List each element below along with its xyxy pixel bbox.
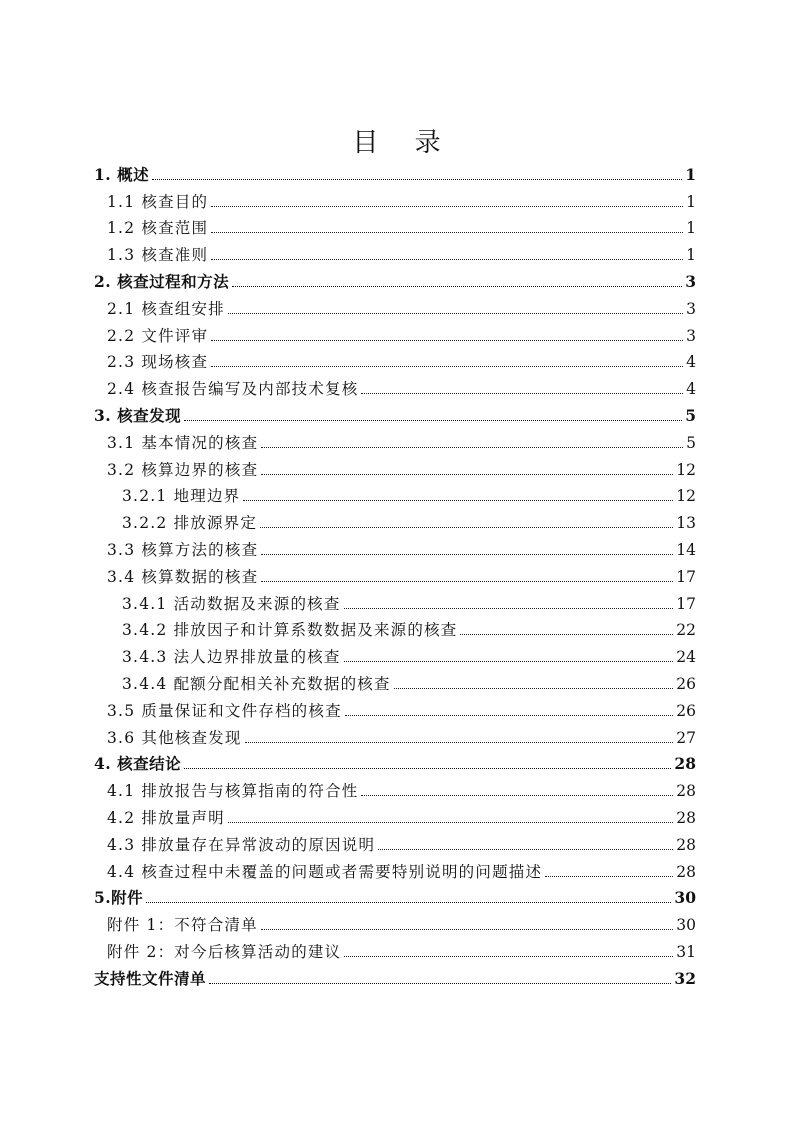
dot-leader [232,286,682,287]
toc-entry-page-number: 12 [676,487,696,506]
toc-entry-label: 3.5 质量保证和文件存档的核查 [107,701,342,720]
toc-entry-label: 2.4 核查报告编写及内部技术复核 [107,380,359,399]
toc-entry-page-number: 12 [676,460,696,479]
toc-entry-label: 3.2.1 地理边界 [122,487,241,506]
dot-leader [260,527,673,528]
dot-leader [245,742,674,743]
toc-entry[interactable] [94,347,696,374]
toc-entry[interactable] [94,856,696,883]
toc-entry-page-number: 28 [674,754,696,774]
dot-leader [261,929,673,930]
dot-leader [344,608,674,609]
dot-leader [211,259,683,260]
toc-entry-label: 2.2 文件评审 [107,326,209,345]
toc-entry-page-number: 28 [676,782,696,801]
dot-leader [378,849,673,850]
dot-leader [261,474,673,475]
dot-leader [261,581,673,582]
toc-entry[interactable] [94,534,696,561]
toc-entry[interactable] [94,829,696,856]
toc-entry-page-number: 28 [676,808,696,827]
toc-entry-page-number: 5 [685,405,696,425]
toc-entry[interactable] [94,373,696,400]
toc-entry[interactable] [94,722,696,749]
dot-leader [184,420,682,421]
toc-entry-page-number: 30 [674,888,696,908]
toc-entry[interactable] [94,883,696,910]
toc-entry[interactable] [94,695,696,722]
toc-entry-label: 1.2 核查范围 [107,219,209,238]
toc-entry-page-number: 32 [674,968,696,988]
toc-entry[interactable] [94,320,696,347]
dot-leader [243,500,673,501]
toc-entry-page-number: 17 [676,594,696,613]
toc-entry-page-number: 28 [676,835,696,854]
toc-entry[interactable] [94,615,696,642]
dot-leader [228,822,673,823]
dot-leader [209,983,671,984]
dot-leader [228,313,683,314]
toc-entry-label: 3.4.4 配额分配相关补充数据的核查 [122,674,391,693]
toc-entry[interactable] [94,454,696,481]
toc-entry-page-number: 3 [686,326,696,345]
dot-leader [211,366,683,367]
toc-entry-label: 附件 1：不符合清单 [107,916,258,935]
toc-entry-label: 3.3 核算方法的核查 [107,540,259,559]
dot-leader [211,232,683,233]
toc-entry[interactable] [94,963,696,990]
toc-entry-page-number: 27 [676,728,696,747]
toc-entry-page-number: 26 [676,701,696,720]
toc-entry[interactable] [94,802,696,829]
dot-leader [184,768,671,769]
toc-entry-label: 1.1 核查目的 [107,192,209,211]
dot-leader [545,876,673,877]
toc-entry[interactable] [94,561,696,588]
dot-leader [394,688,674,689]
toc-entry-page-number: 26 [676,674,696,693]
toc-entry[interactable] [94,293,696,320]
toc-entry-label: 支持性文件清单 [94,968,207,988]
toc-entry-page-number: 1 [685,164,696,184]
toc-entry-label: 3.4 核算数据的核查 [107,567,259,586]
toc-entry-label: 4. 核查结论 [94,754,182,774]
toc-title: 目 录 [352,128,455,158]
toc-entry[interactable] [94,641,696,668]
toc-entry[interactable] [94,481,696,508]
toc-entry-label: 3.4.2 排放因子和计算系数数据及来源的核查 [122,621,458,640]
dot-leader [460,634,673,635]
toc-entry-label: 1.3 核查准则 [107,246,209,265]
toc-entry[interactable] [94,186,696,213]
toc-entry-page-number: 4 [686,380,696,399]
toc-entry-label: 2.3 现场核查 [107,353,209,372]
dot-leader [261,554,673,555]
dot-leader [261,447,683,448]
toc-entry-label: 3.4.1 活动数据及来源的核查 [122,594,341,613]
toc-entry-label: 2.1 核查组安排 [107,299,225,318]
toc-entry-label: 4.3 排放量存在异常波动的原因说明 [107,835,376,854]
toc-entry-label: 3.4.3 法人边界排放量的核查 [122,648,341,667]
dot-leader [345,715,673,716]
toc-entry-label: 1. 概述 [94,164,150,184]
toc-entry-page-number: 31 [676,942,696,961]
dot-leader [211,206,683,207]
table-of-contents [94,159,696,990]
toc-entry-page-number: 1 [686,219,696,238]
toc-entry-label: 2. 核查过程和方法 [94,271,230,291]
toc-entry-page-number: 5 [686,433,696,452]
toc-entry[interactable] [94,749,696,776]
toc-entry-page-number: 4 [686,353,696,372]
toc-entry[interactable] [94,775,696,802]
toc-entry[interactable] [94,266,696,293]
toc-entry-label: 3.6 其他核查发现 [107,728,242,747]
toc-entry[interactable] [94,668,696,695]
toc-entry-page-number: 22 [676,621,696,640]
toc-entry-page-number: 1 [686,192,696,211]
toc-entry-page-number: 13 [676,514,696,533]
toc-entry-page-number: 28 [676,862,696,881]
toc-entry-page-number: 1 [686,246,696,265]
toc-entry[interactable] [94,936,696,963]
toc-entry[interactable] [94,159,696,186]
toc-entry-label: 3. 核查发现 [94,405,182,425]
dot-leader [211,340,683,341]
toc-entry-label: 3.1 基本情况的核查 [107,433,259,452]
toc-entry[interactable] [94,213,696,240]
toc-entry-page-number: 14 [676,540,696,559]
dot-leader [146,902,671,903]
toc-entry-label: 4.4 核查过程中未覆盖的问题或者需要特别说明的问题描述 [107,862,543,881]
toc-entry-label: 附件 2：对今后核算活动的建议 [107,942,342,961]
toc-entry-page-number: 3 [686,299,696,318]
toc-entry[interactable] [94,507,696,534]
toc-entry-page-number: 30 [676,916,696,935]
toc-entry-page-number: 17 [676,567,696,586]
toc-entry[interactable] [94,588,696,615]
dot-leader [344,956,673,957]
toc-entry-label: 4.1 排放报告与核算指南的符合性 [107,782,359,801]
toc-entry-label: 3.2.2 排放源界定 [122,514,258,533]
toc-entry-label: 3.2 核算边界的核查 [107,460,259,479]
toc-entry[interactable] [94,909,696,936]
toc-entry-label: 5.附件 [94,888,144,908]
toc-entry-page-number: 3 [685,271,696,291]
dot-leader [361,795,673,796]
toc-entry[interactable] [94,427,696,454]
dot-leader [152,179,682,180]
toc-entry[interactable] [94,239,696,266]
toc-entry-page-number: 24 [676,648,696,667]
dot-leader [344,661,674,662]
dot-leader [361,393,683,394]
toc-entry-label: 4.2 排放量声明 [107,808,225,827]
toc-entry[interactable] [94,400,696,427]
